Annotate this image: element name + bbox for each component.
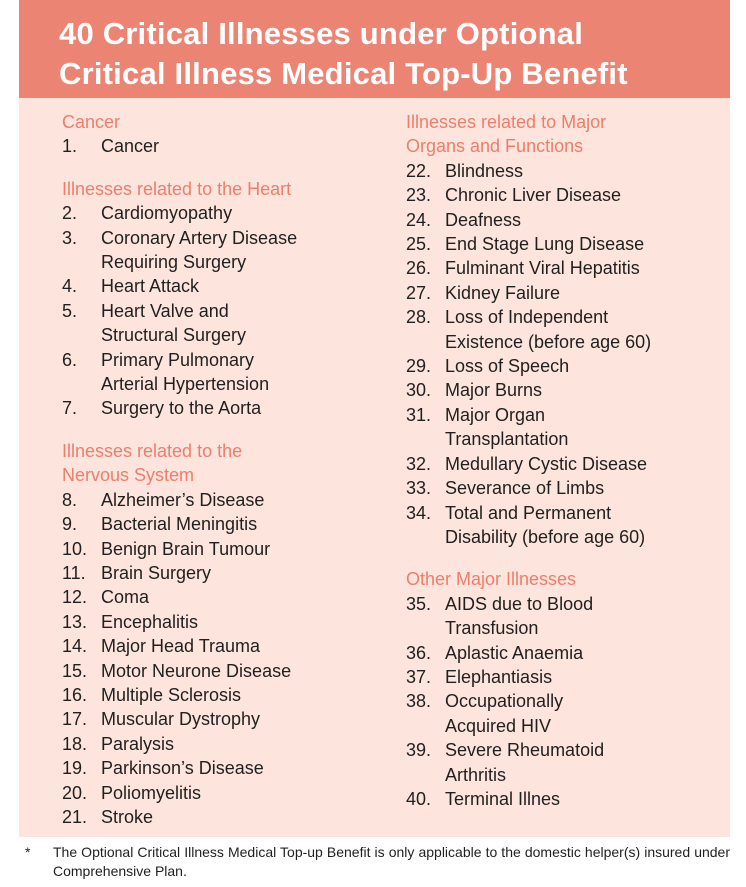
illness-number: 26. (406, 258, 432, 279)
illness-name-line: Blindness (445, 160, 524, 181)
illness-number: 7. (62, 398, 78, 419)
right-column (406, 110, 716, 829)
illness-item (406, 305, 716, 354)
illness-name (101, 561, 362, 585)
category-heading: Illnesses related to Major (406, 112, 607, 132)
illness-name-line: Brain Surgery (101, 562, 212, 583)
illness-list (62, 488, 362, 830)
illness-number: 6. (62, 349, 78, 370)
illness-number: 39. (406, 740, 432, 761)
illness-name-line: Primary Pulmonary (101, 349, 255, 370)
illness-item (406, 738, 716, 787)
illness-name-line: Multiple Sclerosis (101, 684, 242, 705)
illness-item (406, 403, 716, 452)
illness-item (62, 805, 362, 829)
illness-name (101, 805, 362, 829)
illness-name (101, 396, 362, 420)
illness-name-line: Encephalitis (101, 611, 199, 632)
illness-item (406, 501, 716, 550)
illness-name (445, 501, 716, 550)
illness-name-line: Deafness (445, 209, 522, 230)
illness-name (101, 610, 362, 634)
footnote (19, 843, 730, 881)
illness-number: 14. (62, 636, 88, 657)
illness-list (62, 134, 362, 158)
illness-name (101, 707, 362, 731)
illness-item (406, 354, 716, 378)
illness-name-line: Cancer (101, 136, 160, 157)
illness-category (62, 110, 362, 159)
illness-number: 22. (406, 160, 432, 181)
illness-item (62, 756, 362, 780)
illness-name-line: Medullary Cystic Disease (445, 453, 648, 474)
illness-item (62, 537, 362, 561)
illness-name (101, 512, 362, 536)
illness-name (445, 641, 716, 665)
illness-name-line: Paralysis (101, 733, 175, 754)
illness-number: 31. (406, 404, 432, 425)
illness-name (445, 787, 716, 811)
illness-list (406, 159, 716, 550)
illness-name-line: Total and Permanent (445, 502, 612, 523)
illness-item (406, 689, 716, 738)
illness-name-line: Surgery to the Aorta (101, 398, 262, 419)
illness-name (101, 683, 362, 707)
illness-number: 13. (62, 611, 88, 632)
illness-name-line: Major Burns (445, 380, 543, 401)
illness-name-line: Severance of Limbs (445, 478, 605, 499)
illness-name-line: Alzheimer’s Disease (101, 489, 265, 510)
footnote-text: The Optional Critical Illness Medical Top-up Benefit is only applicable to the domestic helper(s) insured under Comprehensive Plan. (53, 844, 730, 879)
illness-name (445, 738, 716, 787)
illness-number: 38. (406, 691, 432, 712)
illness-number: 36. (406, 642, 432, 663)
illness-category (406, 567, 716, 811)
illness-name-line: Coronary Artery Disease (101, 227, 298, 248)
illness-name-line: Bacterial Meningitis (101, 514, 258, 535)
illness-list-panel (19, 98, 730, 837)
illness-number: 20. (62, 782, 88, 803)
illness-name-line: Heart Valve and (101, 300, 229, 321)
illness-name (101, 659, 362, 683)
illness-name (101, 781, 362, 805)
illness-name-line: Cardiomyopathy (101, 203, 233, 224)
illness-name-line: Loss of Speech (445, 356, 570, 377)
illness-item (406, 476, 716, 500)
illness-item (62, 512, 362, 536)
illness-category (406, 110, 716, 549)
illness-name (445, 281, 716, 305)
illness-name-line: Disability (before age 60) (445, 526, 646, 547)
illness-item (62, 561, 362, 585)
illness-number: 5. (62, 300, 78, 321)
page-title-line-1: 40 Critical Illnesses under Optional (59, 16, 584, 51)
illness-name-line: Structural Surgery (101, 325, 247, 346)
illness-item (406, 281, 716, 305)
illness-number: 21. (62, 806, 88, 827)
illness-number: 3. (62, 227, 78, 248)
illness-item (406, 159, 716, 183)
illness-number: 34. (406, 502, 432, 523)
illness-name (101, 299, 362, 348)
illness-item (62, 683, 362, 707)
illness-name-line: Coma (101, 587, 150, 608)
illness-number: 1. (62, 136, 78, 157)
illness-number: 11. (62, 562, 86, 583)
category-heading: Organs and Functions (406, 136, 584, 157)
category-heading: Illnesses related to the Heart (62, 178, 292, 199)
page-title-line-2: Critical Illness Medical Top-Up Benefit (59, 56, 628, 91)
illness-number: 30. (406, 380, 432, 401)
illness-number: 37. (406, 666, 432, 687)
illness-name (101, 537, 362, 561)
illness-name-line: Stroke (101, 806, 154, 827)
illness-name (445, 452, 716, 476)
illness-name-line: Fulminant Viral Hepatitis (445, 258, 640, 279)
illness-list (406, 592, 716, 812)
illness-name (101, 134, 362, 158)
illness-item (406, 787, 716, 811)
illness-item (62, 299, 362, 348)
illness-name-line: Existence (before age 60) (445, 331, 652, 352)
illness-item (406, 452, 716, 476)
illness-name-line: Occupationally (445, 691, 564, 712)
illness-number: 23. (406, 185, 432, 206)
illness-number: 18. (62, 733, 88, 754)
illness-name (101, 201, 362, 225)
illness-number: 10. (62, 538, 88, 559)
illness-name (445, 354, 716, 378)
illness-name-line: Chronic Liver Disease (445, 185, 622, 206)
illness-name (101, 732, 362, 756)
illness-item (62, 201, 362, 225)
illness-name-line: Loss of Independent (445, 307, 609, 328)
illness-name (445, 592, 716, 641)
illness-item (62, 488, 362, 512)
illness-name (101, 274, 362, 298)
illness-item (406, 665, 716, 689)
illness-name-line: Requiring Surgery (101, 252, 247, 273)
illness-item (406, 256, 716, 280)
illness-category (62, 177, 362, 421)
illness-name-line: Parkinson’s Disease (101, 758, 264, 779)
illness-name (445, 689, 716, 738)
illness-name-line: Elephantiasis (445, 666, 553, 687)
illness-number: 35. (406, 593, 432, 614)
illness-name (101, 348, 362, 397)
illness-number: 8. (62, 489, 78, 510)
illness-name (445, 378, 716, 402)
illness-name (445, 665, 716, 689)
illness-item (62, 396, 362, 420)
illness-name (445, 208, 716, 232)
category-heading: Other Major Illnesses (406, 569, 577, 590)
illness-name (101, 756, 362, 780)
illness-name-line: Benign Brain Tumour (101, 538, 271, 559)
illness-name-line: Major Head Trauma (101, 636, 261, 657)
illness-number: 29. (406, 356, 432, 377)
illness-item (62, 134, 362, 158)
illness-number: 17. (62, 709, 88, 730)
illness-name (445, 305, 716, 354)
illness-name-line: Acquired HIV (445, 715, 552, 736)
illness-number: 25. (406, 234, 432, 255)
illness-number: 28. (406, 307, 432, 328)
illness-name-line: Major Organ (445, 404, 546, 425)
illness-item (62, 226, 362, 275)
left-column (62, 110, 362, 847)
illness-item (62, 732, 362, 756)
illness-list (62, 201, 362, 421)
illness-name (445, 183, 716, 207)
illness-number: 40. (406, 788, 432, 809)
illness-item (62, 707, 362, 731)
category-heading: Nervous System (62, 465, 195, 486)
illness-item (406, 592, 716, 641)
illness-name-line: Aplastic Anaemia (445, 642, 584, 663)
footnote-marker: * (25, 844, 31, 860)
illness-name-line: Severe Rheumatoid (445, 740, 605, 761)
illness-name (101, 634, 362, 658)
illness-name (445, 476, 716, 500)
illness-item (62, 659, 362, 683)
illness-item (62, 610, 362, 634)
illness-number: 15. (62, 660, 88, 681)
illness-name (101, 226, 362, 275)
illness-name (101, 488, 362, 512)
illness-number: 4. (62, 276, 78, 297)
category-heading: Illnesses related to the (62, 440, 243, 461)
illness-name-line: Transplantation (445, 429, 569, 450)
illness-name-line: Kidney Failure (445, 282, 561, 303)
illness-category (62, 439, 362, 830)
illness-name (445, 256, 716, 280)
illness-item (406, 208, 716, 232)
illness-name-line: Arthritis (445, 764, 507, 785)
illness-item (62, 634, 362, 658)
illness-item (406, 183, 716, 207)
illness-number: 12. (62, 587, 88, 608)
illness-name-line: Motor Neurone Disease (101, 660, 292, 681)
illness-number: 19. (62, 758, 88, 779)
illness-name (445, 403, 716, 452)
illness-number: 24. (406, 209, 432, 230)
illness-name (101, 585, 362, 609)
illness-item (62, 781, 362, 805)
category-heading: Cancer (62, 112, 121, 132)
illness-name-line: End Stage Lung Disease (445, 234, 645, 255)
illness-item (62, 274, 362, 298)
illness-name-line: Terminal Illnes (445, 788, 561, 809)
illness-number: 9. (62, 514, 78, 535)
illness-number: 16. (62, 684, 88, 705)
illness-name-line: Arterial Hypertension (101, 374, 270, 395)
illness-name (445, 159, 716, 183)
illness-item (62, 585, 362, 609)
illness-name-line: AIDS due to Blood (445, 593, 594, 614)
illness-number: 32. (406, 453, 432, 474)
title-banner (19, 0, 730, 98)
illness-item (406, 378, 716, 402)
illness-name (445, 232, 716, 256)
illness-number: 33. (406, 478, 432, 499)
illness-name-line: Muscular Dystrophy (101, 709, 261, 730)
illness-number: 27. (406, 282, 432, 303)
illness-name-line: Poliomyelitis (101, 782, 202, 803)
illness-number: 2. (62, 203, 78, 224)
illness-item (62, 348, 362, 397)
illness-item (406, 641, 716, 665)
illness-item (406, 232, 716, 256)
illness-name-line: Heart Attack (101, 276, 200, 297)
illness-name-line: Transfusion (445, 618, 539, 639)
